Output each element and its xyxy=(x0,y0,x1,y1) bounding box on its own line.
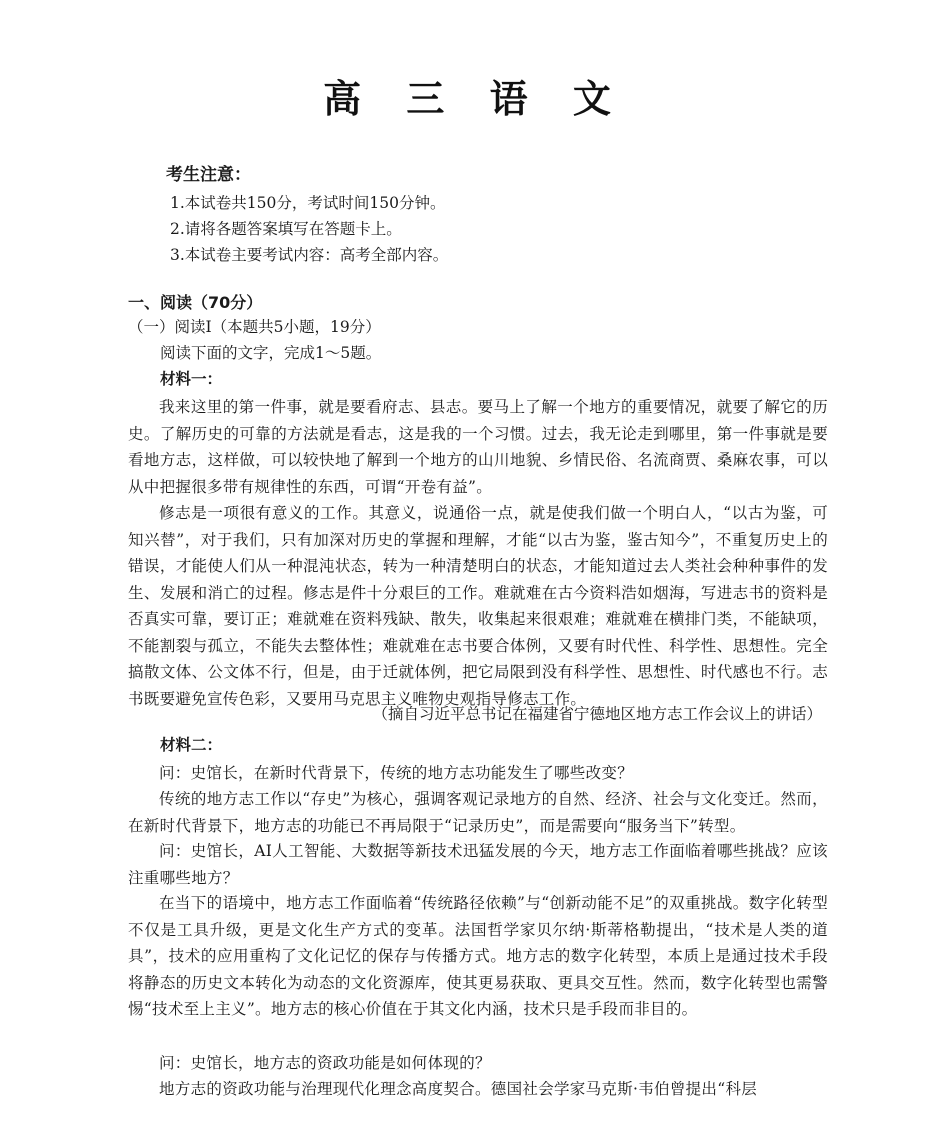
material-two-question: 问：史馆长，在新时代背景下，传统的地方志功能发生了哪些改变？ xyxy=(159,764,634,782)
notice-heading: 考生注意： xyxy=(166,165,251,185)
material-one-paragraph: 我来这里的第一件事，就是要看府志、县志。要马上了解一个地方的重要情况，就要了解它的历史。了解历史的可靠的方法就是看志，这是我的一个习惯。过去，我无论走到哪里，第一件事就是要看地方志，这样做，可以较快地了解到一个地方的山川地貌、乡情民俗、名流商贾、桑麻农事，可以从中把握很多带有规律性的东西，可谓“开卷有益”。 xyxy=(128,398,828,496)
material-one-paragraph: 修志是一项很有意义的工作。其意义，说通俗一点，就是使我们做一个明白人，“以古为鉴，可知兴替”，对于我们，只有加深对历史的掌握和理解，才能“以古为鉴，鉴古知今”，不重复历史上的错误，才能使人们从一种混沌状态，转为一种清楚明白的状态，才能知道过去人类社会种种事件的发生、发展和消亡的过程。修志是件十分艰巨的工作。难就难在古今资料浩如烟海，写进志书的资料是否真实可靠，要订正；难就难在资料残缺、散失，收集起来很艰难；难就难在横排门类，不能缺项，不能割裂与孤立，不能失去整体性；难就难在志书要合体例，又要有时代性、科学性、思想性。完全搞散文体、公文体不行，但是，由于迁就体例，把它局限到没有科学性、思想性、时代感也不行。志书既要避免宣传色彩，又要用马克思主义唯物史观指导修志工作。 xyxy=(128,504,828,708)
material-two-answer: 地方志的资政功能与治理现代化理念高度契合。德国社会学家马克斯·韦伯曾提出“科层 xyxy=(159,1080,758,1098)
material-two-answer: 传统的地方志工作以“存史”为核心，强调客观记录地方的自然、经济、社会与文化变迁。然而，在新时代背景下，地方志的功能已不再局限于“记录历史”，而是需要向“服务当下”转型。 xyxy=(128,790,828,835)
notice-item: 3.本试卷主要考试内容：高考全部内容。 xyxy=(170,246,449,264)
material-two-question: 问：史馆长，AI人工智能、大数据等新技术迅猛发展的今天，地方志工作面临着哪些挑战？应该注重哪些地方？ xyxy=(128,842,828,887)
material-one-heading: 材料一： xyxy=(160,370,223,388)
material-two-heading: 材料二： xyxy=(160,736,223,754)
section-subheading: （一）阅读Ⅰ（本题共5小题，19分） xyxy=(128,318,381,336)
section-heading: 一、阅读（70分） xyxy=(128,293,263,312)
material-one-source: （摘自习近平总书记在福建省宁德地区地方志工作会议上的讲话） xyxy=(372,705,822,723)
notice-item: 1.本试卷共150分，考试时间150分钟。 xyxy=(170,194,446,212)
notice-item: 2.请将各题答案填写在答题卡上。 xyxy=(170,220,402,238)
page-title: 高 三 语 文 xyxy=(323,77,627,121)
material-two-question: 问：史馆长，地方志的资政功能是如何体现的？ xyxy=(159,1054,491,1072)
material-two-answer: 在当下的语境中，地方志工作面临着“传统路径依赖”与“创新动能不足”的双重挑战。数字化转型不仅是工具升级，更是文化生产方式的变革。法国哲学家贝尔纳·斯蒂格勒提出，“技术是人类的道具”，技术的应用重构了文化记忆的保存与传播方式。地方志的数字化转型，本质上是通过技术手段将静态的历史文本转化为动态的文化资源库，使其更易获取、更具交互性。然而，数字化转型也需警惕“技术至上主义”。地方志的核心价值在于其文化内涵，技术只是手段而非目的。 xyxy=(128,894,828,1018)
section-instruction: 阅读下面的文字，完成1～5题。 xyxy=(160,344,382,362)
